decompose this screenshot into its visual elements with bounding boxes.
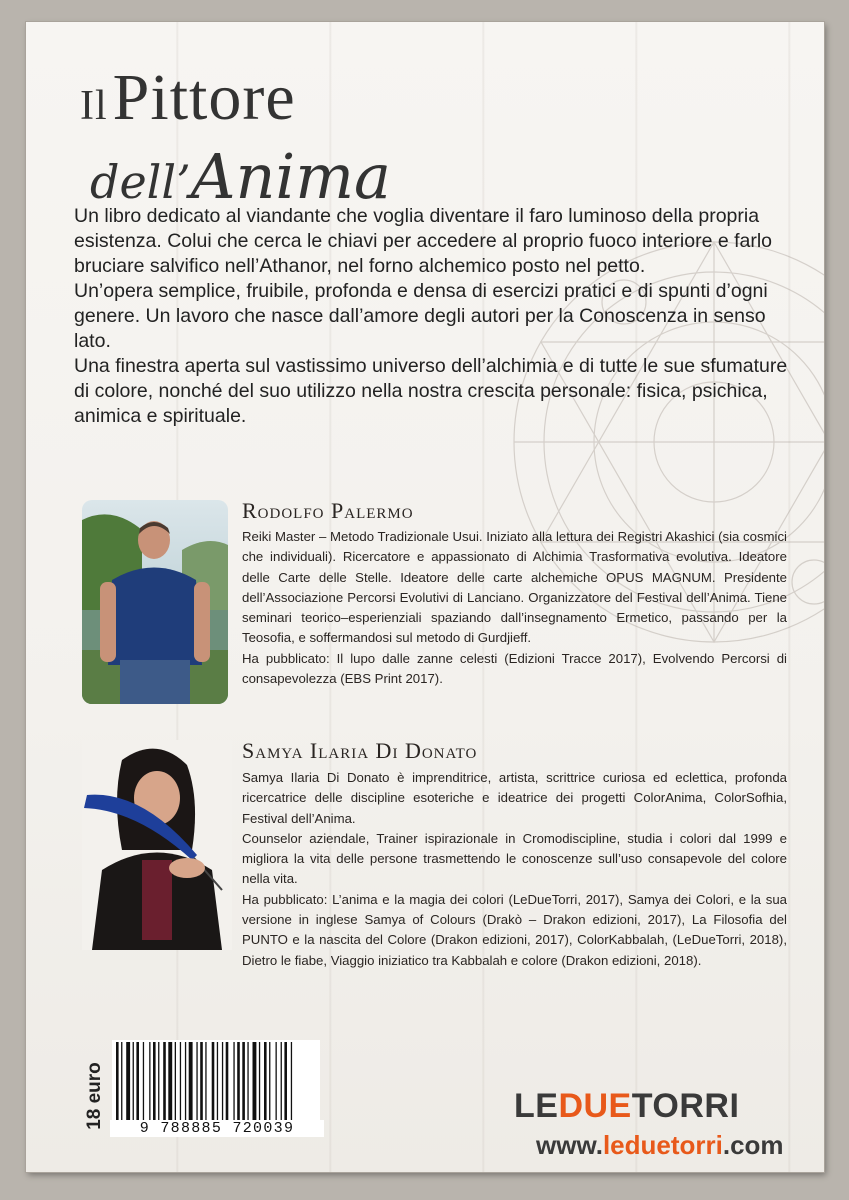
book-back-cover (26, 22, 824, 1172)
barcode-bar (284, 1042, 287, 1120)
barcode-bar (291, 1042, 292, 1120)
description-paragraph: Una finestra aperta sul vastissimo universo dell’alchimia e di tutte le sue sfumature di colore, nonché del suo utilizzo nella nostra crescita personale: fisica, psichica, animica e spirituale. (74, 355, 788, 427)
barcode-bar (180, 1042, 181, 1120)
website-prefix: www. (536, 1130, 603, 1160)
book-title-main (80, 60, 296, 136)
barcode-bar (149, 1042, 150, 1120)
author-name-samya: Samya Ilaria Di Donato (242, 738, 478, 763)
description-paragraph: Un libro dedicato al viandante che voglia diventare il faro luminoso della propria esistenza. Colui che cerca le chiavi per accedere al proprio fuoco interiore e farlo bruciare salvifico nell’Athanor, nel forno alchemico posto nel petto. (74, 205, 773, 277)
bio-paragraph: Samya Ilaria Di Donato è imprenditrice, artista, scrittrice curiosa ed eclettica, profonda ricercatrice delle discipline esoteriche e ideatrice dei progetti ColorAnima, ColorSofhia, Festival dell’Anima. (242, 770, 787, 826)
title-word-il: Il (80, 83, 108, 129)
barcode-bar (205, 1042, 206, 1120)
barcode-bar (168, 1042, 172, 1120)
barcode-bar (226, 1042, 229, 1120)
barcode-bar (233, 1042, 234, 1120)
barcode-bar (116, 1042, 119, 1120)
publisher-logo-part: DUE (558, 1087, 632, 1125)
barcode-image (112, 1040, 320, 1122)
bio-paragraph: Counselor aziendale, Trainer ispirazionale in Cromodiscipline, studia i colori dal 1999 e migliora la vita delle persone trasmettendo le conoscenze sull’uso consapevole del colore nella vita. (242, 830, 787, 887)
barcode-bar (133, 1042, 134, 1120)
description-paragraph: Un’opera semplice, fruibile, profonda e densa di esercizi pratici e di spunti d’ogni genere. Un lavoro che nasce dall’amore degli autori per la Conoscenza in senso lato. (74, 280, 768, 352)
barcode-bar (163, 1042, 166, 1120)
barcode-bar (200, 1042, 203, 1120)
author-photo-rodolfo (82, 500, 228, 704)
website-suffix: .com (722, 1130, 784, 1160)
bio-paragraph: Ha pubblicato: L’anima e la magia dei colori (LeDueTorri, 2017), Samya dei Colori, e la sua versione in inglese Samya of Colours (Drakò – Drakon edizioni, 2017), La Filosofia del PUNTO e la nascita del Colore (Drakon edizioni, 2017), ColorKabbalah, (LeDueTorri, 2018), Dietro le fiabe, Viaggio iniziatico tra Kabbalah e colore (Drakon edizioni, 2018). (242, 891, 787, 968)
barcode-bar (136, 1042, 139, 1120)
isbn-number: 9 788885 720039 (110, 1120, 324, 1137)
author-bio-rodolfo (242, 527, 787, 689)
barcode-bar (253, 1042, 257, 1120)
barcode-bar (175, 1042, 176, 1120)
barcode-bar (126, 1042, 130, 1120)
title-word-anima: Anima (190, 140, 392, 213)
barcode-bar (189, 1042, 193, 1120)
author-photo-samya (82, 740, 232, 950)
barcode-bar (121, 1042, 122, 1120)
barcode-bar (185, 1042, 186, 1120)
publisher-logo-part: TORRI (631, 1087, 740, 1125)
bio-paragraph: Reiki Master – Metodo Tradizionale Usui. Iniziato alla lettura dei Registri Akashici (sia cosmici che individuali). Ricercatore e appassionato di Alchimia Trasformativa evolutiva. Ideatore delle Carte delle Stelle. Ideatore delle carte alchemiche OPUS MAGNUM. Presidente dell’Associazione Percorsi Evolutivi di Lanciano. Organizzatore del Festival dell’Anima. Tiene seminari teorico–esperienziali spaziando dall’insegnamento Ermetico, passando per la Teosofia, e soffermandosi sul metodo di Gurdjieff. (242, 529, 787, 646)
publisher-logo-part: LE (514, 1087, 559, 1125)
barcode-bar (217, 1042, 218, 1120)
barcode-bar (222, 1042, 223, 1120)
barcode-bar (196, 1042, 197, 1120)
book-title-script (90, 140, 391, 213)
title-word-pittore: Pittore (112, 61, 296, 134)
publisher-logo (514, 1087, 739, 1126)
barcode-bar (237, 1042, 240, 1120)
barcode-bar (259, 1042, 260, 1120)
barcode-bar (212, 1042, 215, 1120)
barcode-bar (242, 1042, 245, 1120)
price-label (84, 1046, 106, 1146)
price-text: 18 euro (84, 1062, 105, 1130)
barcode-bar (264, 1042, 267, 1120)
barcode-bar (153, 1042, 156, 1120)
barcode-bar (276, 1042, 277, 1120)
barcode-bar (158, 1042, 159, 1120)
publisher-website (536, 1130, 784, 1161)
barcode-bar (247, 1042, 248, 1120)
website-domain: leduetorri (602, 1130, 723, 1160)
barcode-bar (143, 1042, 144, 1120)
author-name-rodolfo: Rodolfo Palermo (242, 498, 414, 523)
bio-paragraph: Ha pubblicato: Il lupo dalle zanne celesti (Edizioni Tracce 2017), Evolvendo Percorsi di consapevolezza (EBS Print 2017). (242, 650, 787, 687)
author-bio-samya (242, 768, 787, 971)
book-description (74, 204, 794, 429)
barcode-bar (281, 1042, 282, 1120)
title-word-dell: dell’ (90, 155, 191, 209)
barcode-bar (269, 1042, 270, 1120)
